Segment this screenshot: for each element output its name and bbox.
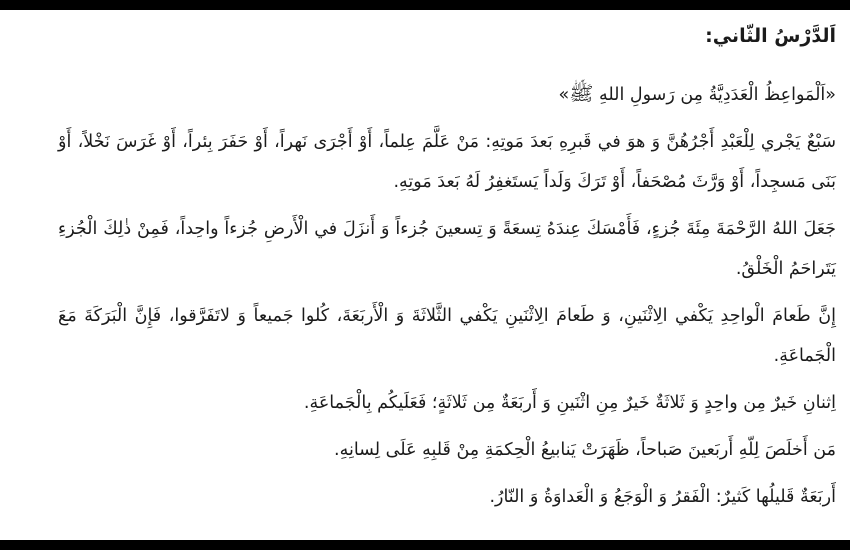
pbuh-honorific-symbol: ﷺ	[569, 81, 594, 105]
hadith-source-line	[58, 78, 836, 112]
hadith-paragraph-4: اِثنانِ خَيرٌ مِن واحِدٍ وَ ثَلاثَةٌ خَيرٌ مِنِ اثْنَينِ وَ أَربَعَةٌ مِن ثَلاثَةٍ؛ فَعَلَيكُم بِالْجَماعَةِ.	[303, 393, 836, 413]
hadith-paragraph-2: جَعَلَ اللهُ الرَّحْمَةَ مِئَةَ جُزءٍ، فَأَمْسَكَ عِندَهُ تِسعَةً وَ تِسعينَ جُزءاً وَ أَنزَلَ في الْأَرضِ جُزءاً واحِداً، فَمِنْ ذٰلِكَ الْجُزءِ يَتَراحَمُ الْخَلْقُ.	[58, 219, 836, 279]
hadith-paragraph-6: أَربَعَةٌ قَليلُها كَثيرٌ: الْفَقرُ وَ الْوَجَعُ وَ الْعَداوَةُ وَ النّارُ.	[489, 487, 836, 507]
hadith-paragraph-1: سَبْعٌ يَجْري لِلْعَبْدِ أَجْرُهُنَّ وَ هوَ في قَبرِهِ بَعدَ مَوتِهِ: مَنْ عَلَّمَ عِلماً، أَوْ أَجْرَى نَهراً، أَوْ حَفَرَ بِئراً، أَوْ غَرَسَ نَخْلاً، أَوْ بَنَى مَسجِداً، أَوْ وَرَّثَ مُصْحَفاً، أَوْ تَرَكَ وَلَداً يَستَغفِرُ لَهُ بَعدَ مَوتِهِ.	[58, 132, 836, 192]
hadith-source-text: «اَلْمَواعِظُ الْعَدَدِيَّةُ مِن رَسولِ اللهِ	[598, 85, 836, 105]
hadith-paragraph-5: مَن أَخلَصَ لِلّهِ أَربَعينَ صَباحاً، ظَهَرَتْ يَنابيعُ الْحِكمَةِ مِنْ قَلبِهِ عَلَى لِسانِهِ.	[334, 440, 836, 460]
top-letterbox-bar	[0, 0, 850, 10]
bottom-letterbox-bar	[0, 540, 850, 550]
hadith-list	[58, 122, 836, 517]
closing-guillemet: »	[558, 85, 570, 105]
hadith-paragraph-3: إِنَّ طَعامَ الْواحِدِ يَكْفي الِاثْنَينِ، وَ طَعامَ الِاثْنَينِ يَكْفي الثَّلاثَةَ وَ الْأَربَعَةَ، كُلوا جَميعاً وَ لاتَفَرَّقوا، فَإِنَّ الْبَرَكَةَ مَعَ الْجَماعَةِ.	[58, 306, 836, 366]
page-content	[0, 10, 850, 517]
page-title: اَلدَّرْسُ الثّاني:	[705, 25, 836, 47]
document-page	[0, 10, 850, 540]
